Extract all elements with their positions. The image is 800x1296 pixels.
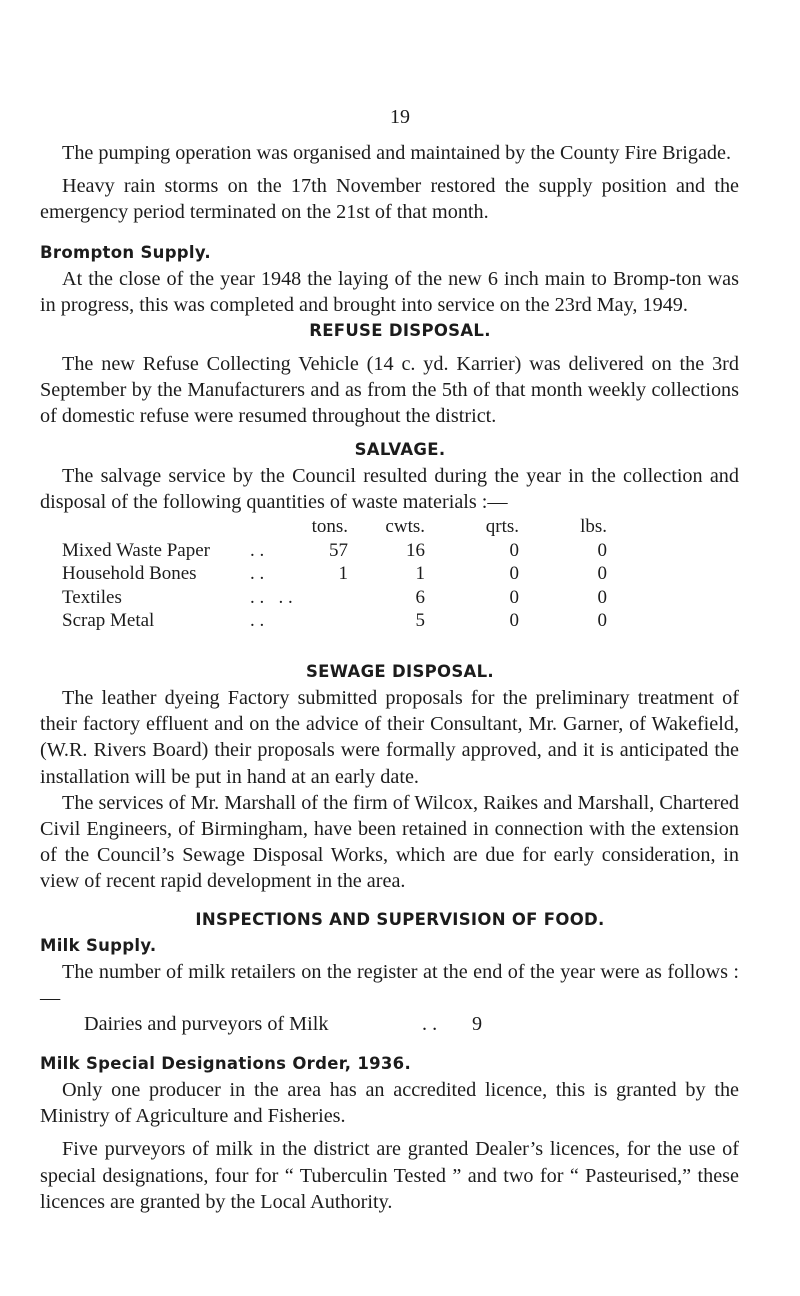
column-header-lbs: lbs. [580, 516, 607, 538]
table-row [62, 562, 607, 586]
table-row [62, 609, 607, 633]
page-number: 19 [390, 106, 410, 128]
column-header-cwts: cwts. [385, 516, 425, 538]
cwts-value: 16 [406, 539, 425, 561]
milk-retailers-line [0, 1011, 800, 1037]
paragraph-sewage-1: The leather dyeing Factory submitted proposals for the preliminary treatment of their factory effluent and on the advice of their Consultant, Mr. Garner, of Wakefield, (W.R. Rivers Board) their proposals were formally approved, and it is anticipated the installation will be put in hand at an early date. [40, 687, 739, 788]
leader-dots: . . [250, 563, 265, 585]
heading-salvage: SALVAGE. [354, 439, 446, 459]
column-header-tons: tons. [311, 516, 348, 538]
paragraph-refuse: The new Refuse Collecting Vehicle (14 c. yd. Karrier) was delivered on the 3rd September by the Manufacturers and as from the 5th of that month weekly collections of domestic refuse were resumed throughout the district. [40, 353, 739, 428]
leader-dots: . . [422, 1013, 438, 1036]
salvage-item: Textiles [62, 586, 122, 608]
milk-retailers-label: Dairies and purveyors of Milk [84, 1013, 329, 1036]
cwts-value: 1 [415, 563, 425, 585]
cwts-value: 6 [415, 586, 425, 608]
cwts-value: 5 [415, 610, 425, 632]
table-row [62, 586, 607, 610]
paragraph-heavy-rain: Heavy rain storms on the 17th November restored the supply position and the emergency period terminated on the 21st of that month. [40, 175, 739, 224]
lbs-value: 0 [597, 610, 607, 632]
paragraph-pumping [0, 140, 800, 166]
qrts-value: 0 [509, 539, 519, 561]
lbs-value: 0 [597, 586, 607, 608]
leader-dots: . . [250, 610, 265, 632]
paragraph-designations-2: Five purveyors of milk in the district are granted Dealer’s licences, for the use of special designations, four for “ Tuberculin Tested ” and two for “ Pasteurised,” these licences are granted by the Local Authority. [40, 1138, 739, 1213]
heading-sewage-disposal: SEWAGE DISPOSAL. [305, 662, 495, 681]
qrts-value: 0 [509, 563, 519, 585]
leader-dots: . . [250, 539, 265, 561]
paragraph-brompton: At the close of the year 1948 the laying of the new 6 inch main to Bromp-ton was in progress, this was completed and brought into service on the 23rd May, 1949. [40, 267, 739, 316]
tons-value: 1 [338, 563, 348, 585]
heading-special-designations: Milk Special Designations Order, 1936. [40, 1054, 412, 1074]
table-row [62, 539, 607, 563]
salvage-item: Mixed Waste Paper [62, 539, 210, 561]
paragraph-sewage-2: The services of Mr. Marshall of the firm of Wilcox, Raikes and Marshall, Chartered Civil Engineers, of Birmingham, have been retained in connection with the extension of the Council’s Sewage Disposal Works, which are due for early consideration, in view of recent rapid development in the area. [40, 791, 739, 893]
page-body [0, 140, 800, 1215]
heading-refuse-disposal: REFUSE DISPOSAL. [309, 321, 491, 341]
tons-value: 57 [329, 539, 348, 561]
lbs-value: 0 [597, 539, 607, 561]
salvage-table-header [62, 515, 607, 539]
column-header-qrts: qrts. [485, 516, 519, 538]
heading-inspections: INSPECTIONS AND SUPERVISION OF FOOD. [195, 909, 605, 929]
paragraph-pumping-text: The pumping operation was organised and maintained by the County Fire Brigade. [62, 142, 732, 164]
tons-value [300, 609, 348, 633]
salvage-item: Household Bones [62, 563, 197, 585]
milk-retailers-count: 9 [472, 1013, 483, 1036]
qrts-value: 0 [509, 610, 519, 632]
heading-brompton-supply: Brompton Supply. [40, 242, 211, 262]
leader-dots: . . . . [250, 586, 293, 608]
salvage-table [62, 515, 607, 633]
paragraph-designations-1: Only one producer in the area has an accredited licence, this is granted by the Ministry of Agriculture and Fisheries. [40, 1079, 739, 1128]
paragraph-salvage: The salvage service by the Council resulted during the year in the collection and disposal of the following quantities of waste materials :— [40, 464, 739, 513]
heading-milk-supply: Milk Supply. [40, 935, 157, 955]
salvage-item: Scrap Metal [62, 610, 155, 632]
lbs-value: 0 [597, 563, 607, 585]
qrts-value: 0 [509, 586, 519, 608]
paragraph-milk-supply: The number of milk retailers on the register at the end of the year were as follows :— [40, 960, 739, 1009]
